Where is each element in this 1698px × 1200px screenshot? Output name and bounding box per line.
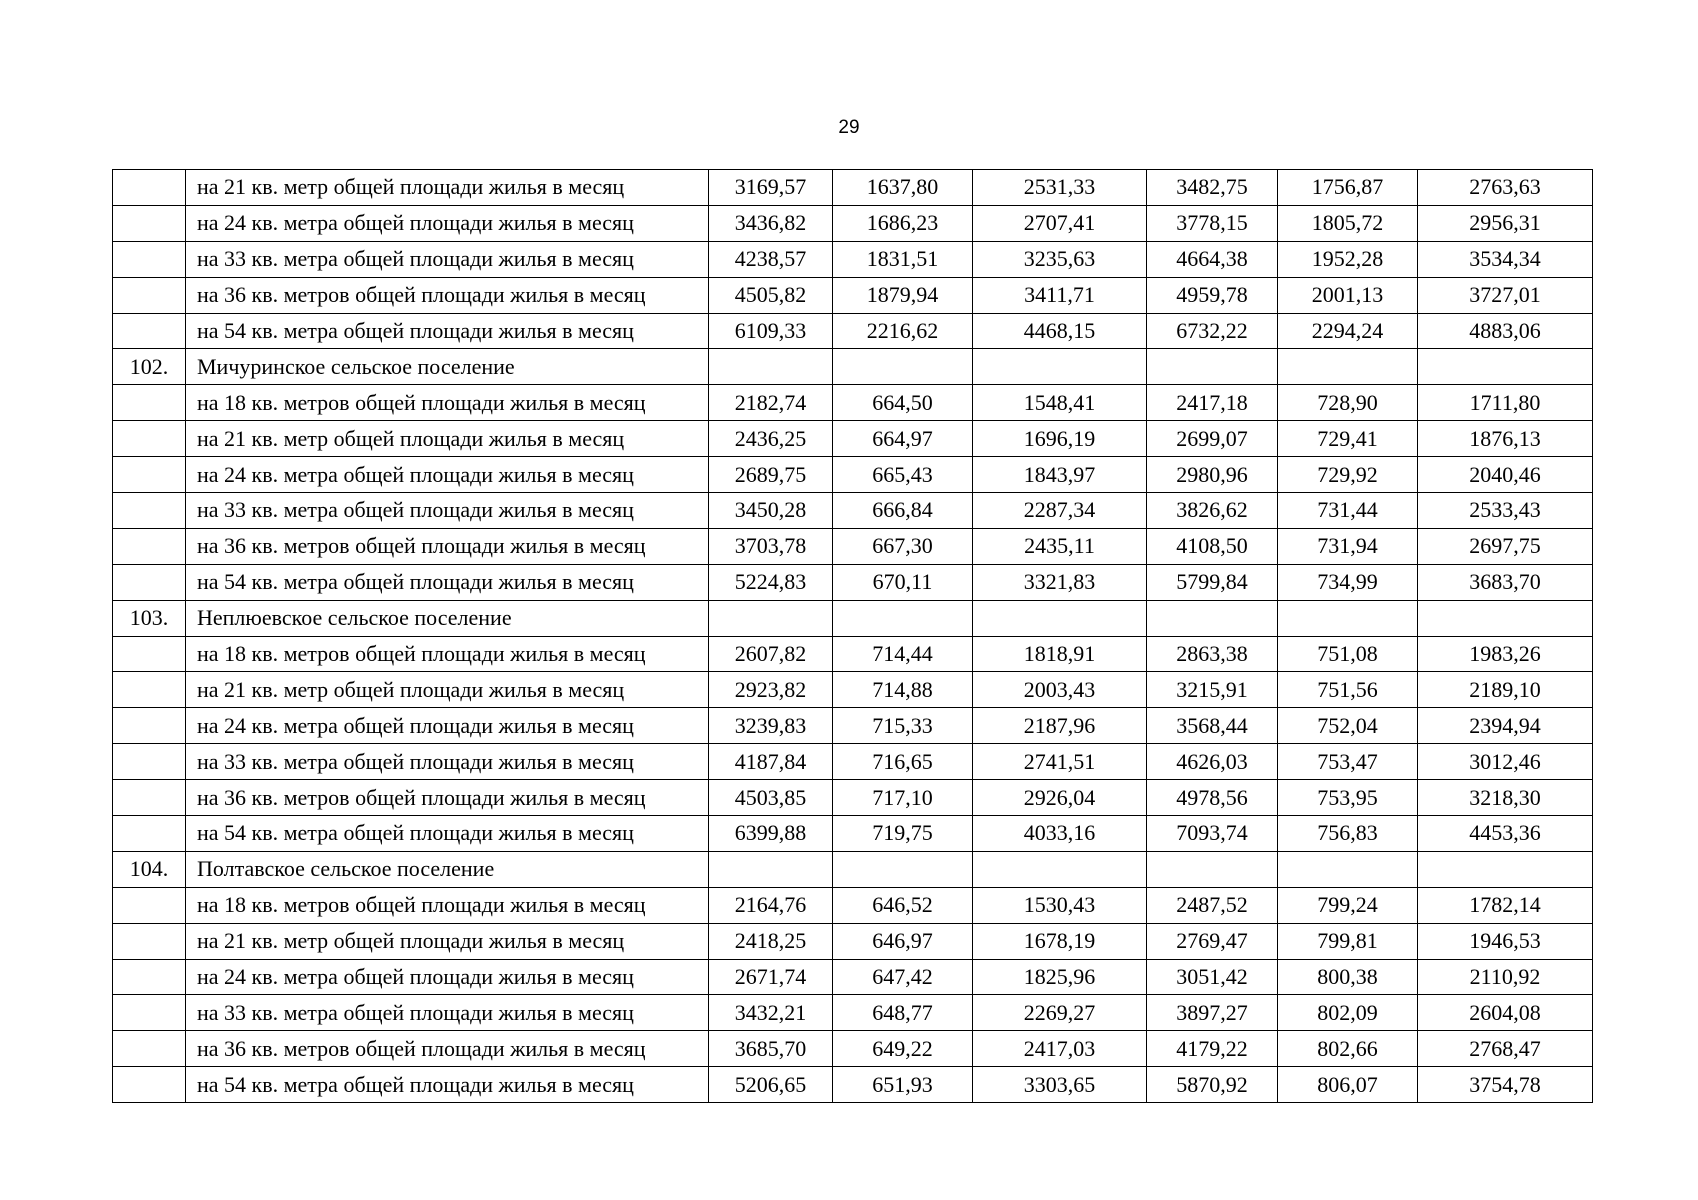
value-cell-5: 751,08 (1278, 636, 1418, 672)
table-row (113, 816, 1593, 852)
settlement-name-cell: Неплюевское сельское поселение (186, 600, 709, 636)
row-number-cell (113, 672, 186, 708)
value-cell-3: 4468,15 (973, 313, 1147, 349)
value-cell-4: 4626,03 (1147, 744, 1278, 780)
value-cell-6 (1418, 851, 1593, 887)
value-cell-4: 4959,78 (1147, 277, 1278, 313)
value-cell-4 (1147, 349, 1278, 385)
value-cell-1: 5206,65 (709, 1067, 833, 1103)
value-cell-1 (709, 349, 833, 385)
value-cell-3: 3235,63 (973, 241, 1147, 277)
value-cell-6: 2189,10 (1418, 672, 1593, 708)
value-cell-3 (973, 349, 1147, 385)
value-cell-1: 2164,76 (709, 887, 833, 923)
value-cell-5 (1278, 349, 1418, 385)
value-cell-6: 3683,70 (1418, 564, 1593, 600)
table-row (113, 600, 1593, 636)
value-cell-5: 729,41 (1278, 421, 1418, 457)
value-cell-1: 4187,84 (709, 744, 833, 780)
value-cell-3: 2187,96 (973, 708, 1147, 744)
value-cell-5: 800,38 (1278, 959, 1418, 995)
value-cell-1: 4238,57 (709, 241, 833, 277)
table-row (113, 708, 1593, 744)
value-cell-4: 3482,75 (1147, 170, 1278, 206)
table-row (113, 349, 1593, 385)
value-cell-5: 728,90 (1278, 385, 1418, 421)
value-cell-5: 799,24 (1278, 887, 1418, 923)
row-number-cell (113, 744, 186, 780)
table-row (113, 493, 1593, 529)
value-cell-4: 6732,22 (1147, 313, 1278, 349)
value-cell-6: 2110,92 (1418, 959, 1593, 995)
value-cell-4: 4978,56 (1147, 780, 1278, 816)
value-cell-5: 802,09 (1278, 995, 1418, 1031)
value-cell-4: 7093,74 (1147, 816, 1278, 852)
row-number-cell (113, 277, 186, 313)
area-description-cell: на 36 кв. метров общей площади жилья в месяц (186, 277, 709, 313)
value-cell-2: 670,11 (833, 564, 973, 600)
area-description-cell: на 33 кв. метра общей площади жилья в месяц (186, 995, 709, 1031)
area-description-cell: на 33 кв. метра общей площади жилья в месяц (186, 241, 709, 277)
value-cell-5: 806,07 (1278, 1067, 1418, 1103)
table-row (113, 205, 1593, 241)
value-cell-6: 2394,94 (1418, 708, 1593, 744)
value-cell-4: 2863,38 (1147, 636, 1278, 672)
value-cell-6: 1711,80 (1418, 385, 1593, 421)
value-cell-1: 3450,28 (709, 493, 833, 529)
value-cell-3: 2707,41 (973, 205, 1147, 241)
area-description-cell: на 54 кв. метра общей площади жилья в месяц (186, 313, 709, 349)
value-cell-2: 664,97 (833, 421, 973, 457)
value-cell-2 (833, 600, 973, 636)
value-cell-3: 2741,51 (973, 744, 1147, 780)
value-cell-6: 2697,75 (1418, 528, 1593, 564)
value-cell-5: 751,56 (1278, 672, 1418, 708)
value-cell-5: 802,66 (1278, 1031, 1418, 1067)
value-cell-6: 2956,31 (1418, 205, 1593, 241)
value-cell-2: 664,50 (833, 385, 973, 421)
value-cell-3: 2003,43 (973, 672, 1147, 708)
value-cell-3: 3303,65 (973, 1067, 1147, 1103)
table-row (113, 887, 1593, 923)
area-description-cell: на 18 кв. метров общей площади жилья в месяц (186, 887, 709, 923)
value-cell-1: 3432,21 (709, 995, 833, 1031)
area-description-cell: на 33 кв. метра общей площади жилья в месяц (186, 744, 709, 780)
settlement-name-cell: Полтавское сельское поселение (186, 851, 709, 887)
row-number-cell (113, 313, 186, 349)
value-cell-3: 1825,96 (973, 959, 1147, 995)
value-cell-5: 752,04 (1278, 708, 1418, 744)
row-number-cell (113, 564, 186, 600)
value-cell-5: 734,99 (1278, 564, 1418, 600)
value-cell-4: 2699,07 (1147, 421, 1278, 457)
value-cell-2: 1879,94 (833, 277, 973, 313)
value-cell-2: 719,75 (833, 816, 973, 852)
area-description-cell: на 21 кв. метр общей площади жилья в месяц (186, 923, 709, 959)
value-cell-2: 648,77 (833, 995, 973, 1031)
value-cell-1 (709, 851, 833, 887)
value-cell-4: 5870,92 (1147, 1067, 1278, 1103)
area-description-cell: на 21 кв. метр общей площади жилья в месяц (186, 421, 709, 457)
row-number-cell (113, 457, 186, 493)
table-row (113, 780, 1593, 816)
value-cell-2: 646,52 (833, 887, 973, 923)
value-cell-4: 3051,42 (1147, 959, 1278, 995)
value-cell-6: 1983,26 (1418, 636, 1593, 672)
value-cell-1: 3685,70 (709, 1031, 833, 1067)
value-cell-3: 1548,41 (973, 385, 1147, 421)
value-cell-4: 4664,38 (1147, 241, 1278, 277)
value-cell-5: 729,92 (1278, 457, 1418, 493)
value-cell-4: 4108,50 (1147, 528, 1278, 564)
row-number-cell (113, 887, 186, 923)
value-cell-3: 1678,19 (973, 923, 1147, 959)
row-number-cell: 104. (113, 851, 186, 887)
value-cell-1 (709, 600, 833, 636)
value-cell-4: 2980,96 (1147, 457, 1278, 493)
table-row (113, 995, 1593, 1031)
value-cell-1: 3436,82 (709, 205, 833, 241)
value-cell-6: 2533,43 (1418, 493, 1593, 529)
row-number-cell (113, 995, 186, 1031)
table-row (113, 421, 1593, 457)
value-cell-1: 2689,75 (709, 457, 833, 493)
area-description-cell: на 18 кв. метров общей площади жилья в месяц (186, 385, 709, 421)
row-number-cell (113, 708, 186, 744)
table-row (113, 959, 1593, 995)
value-cell-2: 646,97 (833, 923, 973, 959)
value-cell-6: 1876,13 (1418, 421, 1593, 457)
value-cell-2: 1686,23 (833, 205, 973, 241)
table-body (113, 170, 1593, 1103)
row-number-cell (113, 780, 186, 816)
value-cell-3: 3411,71 (973, 277, 1147, 313)
value-cell-2: 666,84 (833, 493, 973, 529)
area-description-cell: на 54 кв. метра общей площади жилья в месяц (186, 816, 709, 852)
value-cell-6: 3534,34 (1418, 241, 1593, 277)
value-cell-6: 2763,63 (1418, 170, 1593, 206)
value-cell-5: 756,83 (1278, 816, 1418, 852)
table-row (113, 851, 1593, 887)
value-cell-6: 4883,06 (1418, 313, 1593, 349)
value-cell-3 (973, 600, 1147, 636)
value-cell-1: 3169,57 (709, 170, 833, 206)
area-description-cell: на 54 кв. метра общей площади жилья в месяц (186, 564, 709, 600)
value-cell-5: 1805,72 (1278, 205, 1418, 241)
value-cell-2: 716,65 (833, 744, 973, 780)
settlement-name-cell: Мичуринское сельское поселение (186, 349, 709, 385)
value-cell-6: 2040,46 (1418, 457, 1593, 493)
value-cell-3 (973, 851, 1147, 887)
value-cell-3: 2926,04 (973, 780, 1147, 816)
value-cell-5: 731,94 (1278, 528, 1418, 564)
row-number-cell (113, 528, 186, 564)
value-cell-3: 2287,34 (973, 493, 1147, 529)
value-cell-4: 3897,27 (1147, 995, 1278, 1031)
row-number-cell (113, 421, 186, 457)
value-cell-1: 3703,78 (709, 528, 833, 564)
area-description-cell: на 54 кв. метра общей площади жилья в месяц (186, 1067, 709, 1103)
value-cell-1: 2436,25 (709, 421, 833, 457)
row-number-cell (113, 816, 186, 852)
table-row (113, 241, 1593, 277)
value-cell-2: 1831,51 (833, 241, 973, 277)
value-cell-6: 1782,14 (1418, 887, 1593, 923)
value-cell-3: 1696,19 (973, 421, 1147, 457)
area-description-cell: на 21 кв. метр общей площади жилья в месяц (186, 672, 709, 708)
value-cell-3: 4033,16 (973, 816, 1147, 852)
value-cell-6: 3727,01 (1418, 277, 1593, 313)
row-number-cell (113, 923, 186, 959)
value-cell-1: 4505,82 (709, 277, 833, 313)
table-row (113, 1067, 1593, 1103)
value-cell-2: 2216,62 (833, 313, 973, 349)
row-number-cell (113, 493, 186, 529)
value-cell-4: 2487,52 (1147, 887, 1278, 923)
value-cell-6: 3012,46 (1418, 744, 1593, 780)
value-cell-1: 2671,74 (709, 959, 833, 995)
value-cell-6: 1946,53 (1418, 923, 1593, 959)
table-row (113, 313, 1593, 349)
value-cell-2: 647,42 (833, 959, 973, 995)
value-cell-5: 753,47 (1278, 744, 1418, 780)
value-cell-1: 4503,85 (709, 780, 833, 816)
value-cell-5 (1278, 851, 1418, 887)
value-cell-1: 2923,82 (709, 672, 833, 708)
value-cell-2: 714,44 (833, 636, 973, 672)
value-cell-4: 4179,22 (1147, 1031, 1278, 1067)
value-cell-4 (1147, 851, 1278, 887)
area-description-cell: на 24 кв. метра общей площади жилья в месяц (186, 457, 709, 493)
area-description-cell: на 18 кв. метров общей площади жилья в месяц (186, 636, 709, 672)
value-cell-3: 2435,11 (973, 528, 1147, 564)
value-cell-5: 753,95 (1278, 780, 1418, 816)
value-cell-4: 2769,47 (1147, 923, 1278, 959)
value-cell-6: 3218,30 (1418, 780, 1593, 816)
value-cell-6: 4453,36 (1418, 816, 1593, 852)
table-row (113, 672, 1593, 708)
value-cell-6: 3754,78 (1418, 1067, 1593, 1103)
row-number-cell (113, 241, 186, 277)
value-cell-2: 1637,80 (833, 170, 973, 206)
table-row (113, 170, 1593, 206)
row-number-cell: 102. (113, 349, 186, 385)
value-cell-3: 1530,43 (973, 887, 1147, 923)
value-cell-2: 714,88 (833, 672, 973, 708)
value-cell-2: 665,43 (833, 457, 973, 493)
value-cell-2: 715,33 (833, 708, 973, 744)
value-cell-6: 2768,47 (1418, 1031, 1593, 1067)
value-cell-4: 3826,62 (1147, 493, 1278, 529)
row-number-cell (113, 1067, 186, 1103)
row-number-cell (113, 170, 186, 206)
value-cell-5: 731,44 (1278, 493, 1418, 529)
area-description-cell: на 21 кв. метр общей площади жилья в месяц (186, 170, 709, 206)
value-cell-2: 667,30 (833, 528, 973, 564)
value-cell-2 (833, 851, 973, 887)
value-cell-4: 3215,91 (1147, 672, 1278, 708)
value-cell-1: 2607,82 (709, 636, 833, 672)
table-row (113, 636, 1593, 672)
value-cell-3: 1843,97 (973, 457, 1147, 493)
value-cell-6: 2604,08 (1418, 995, 1593, 1031)
value-cell-3: 1818,91 (973, 636, 1147, 672)
row-number-cell (113, 959, 186, 995)
value-cell-1: 2418,25 (709, 923, 833, 959)
page-number: 29 (838, 117, 860, 138)
value-cell-5: 1756,87 (1278, 170, 1418, 206)
table-row (113, 564, 1593, 600)
value-cell-4: 3778,15 (1147, 205, 1278, 241)
area-description-cell: на 36 кв. метров общей площади жилья в месяц (186, 780, 709, 816)
value-cell-1: 3239,83 (709, 708, 833, 744)
area-description-cell: на 36 кв. метров общей площади жилья в месяц (186, 1031, 709, 1067)
value-cell-1: 6399,88 (709, 816, 833, 852)
table-row (113, 277, 1593, 313)
value-cell-2: 717,10 (833, 780, 973, 816)
row-number-cell (113, 636, 186, 672)
value-cell-5: 2001,13 (1278, 277, 1418, 313)
value-cell-6 (1418, 600, 1593, 636)
row-number-cell (113, 205, 186, 241)
value-cell-1: 5224,83 (709, 564, 833, 600)
value-cell-6 (1418, 349, 1593, 385)
row-number-cell (113, 1031, 186, 1067)
value-cell-2: 651,93 (833, 1067, 973, 1103)
tariff-table (112, 169, 1593, 1103)
value-cell-5: 1952,28 (1278, 241, 1418, 277)
value-cell-2: 649,22 (833, 1031, 973, 1067)
value-cell-5: 2294,24 (1278, 313, 1418, 349)
area-description-cell: на 33 кв. метра общей площади жилья в месяц (186, 493, 709, 529)
area-description-cell: на 36 кв. метров общей площади жилья в месяц (186, 528, 709, 564)
value-cell-5 (1278, 600, 1418, 636)
value-cell-3: 3321,83 (973, 564, 1147, 600)
value-cell-4 (1147, 600, 1278, 636)
table-row (113, 457, 1593, 493)
value-cell-4: 3568,44 (1147, 708, 1278, 744)
area-description-cell: на 24 кв. метра общей площади жилья в месяц (186, 959, 709, 995)
value-cell-3: 2531,33 (973, 170, 1147, 206)
value-cell-3: 2417,03 (973, 1031, 1147, 1067)
table-row (113, 528, 1593, 564)
table-row (113, 923, 1593, 959)
value-cell-4: 5799,84 (1147, 564, 1278, 600)
value-cell-5: 799,81 (1278, 923, 1418, 959)
area-description-cell: на 24 кв. метра общей площади жилья в месяц (186, 708, 709, 744)
value-cell-4: 2417,18 (1147, 385, 1278, 421)
area-description-cell: на 24 кв. метра общей площади жилья в месяц (186, 205, 709, 241)
value-cell-1: 2182,74 (709, 385, 833, 421)
row-number-cell (113, 385, 186, 421)
row-number-cell: 103. (113, 600, 186, 636)
value-cell-2 (833, 349, 973, 385)
table-row (113, 744, 1593, 780)
value-cell-1: 6109,33 (709, 313, 833, 349)
table-row (113, 1031, 1593, 1067)
value-cell-3: 2269,27 (973, 995, 1147, 1031)
table-row (113, 385, 1593, 421)
